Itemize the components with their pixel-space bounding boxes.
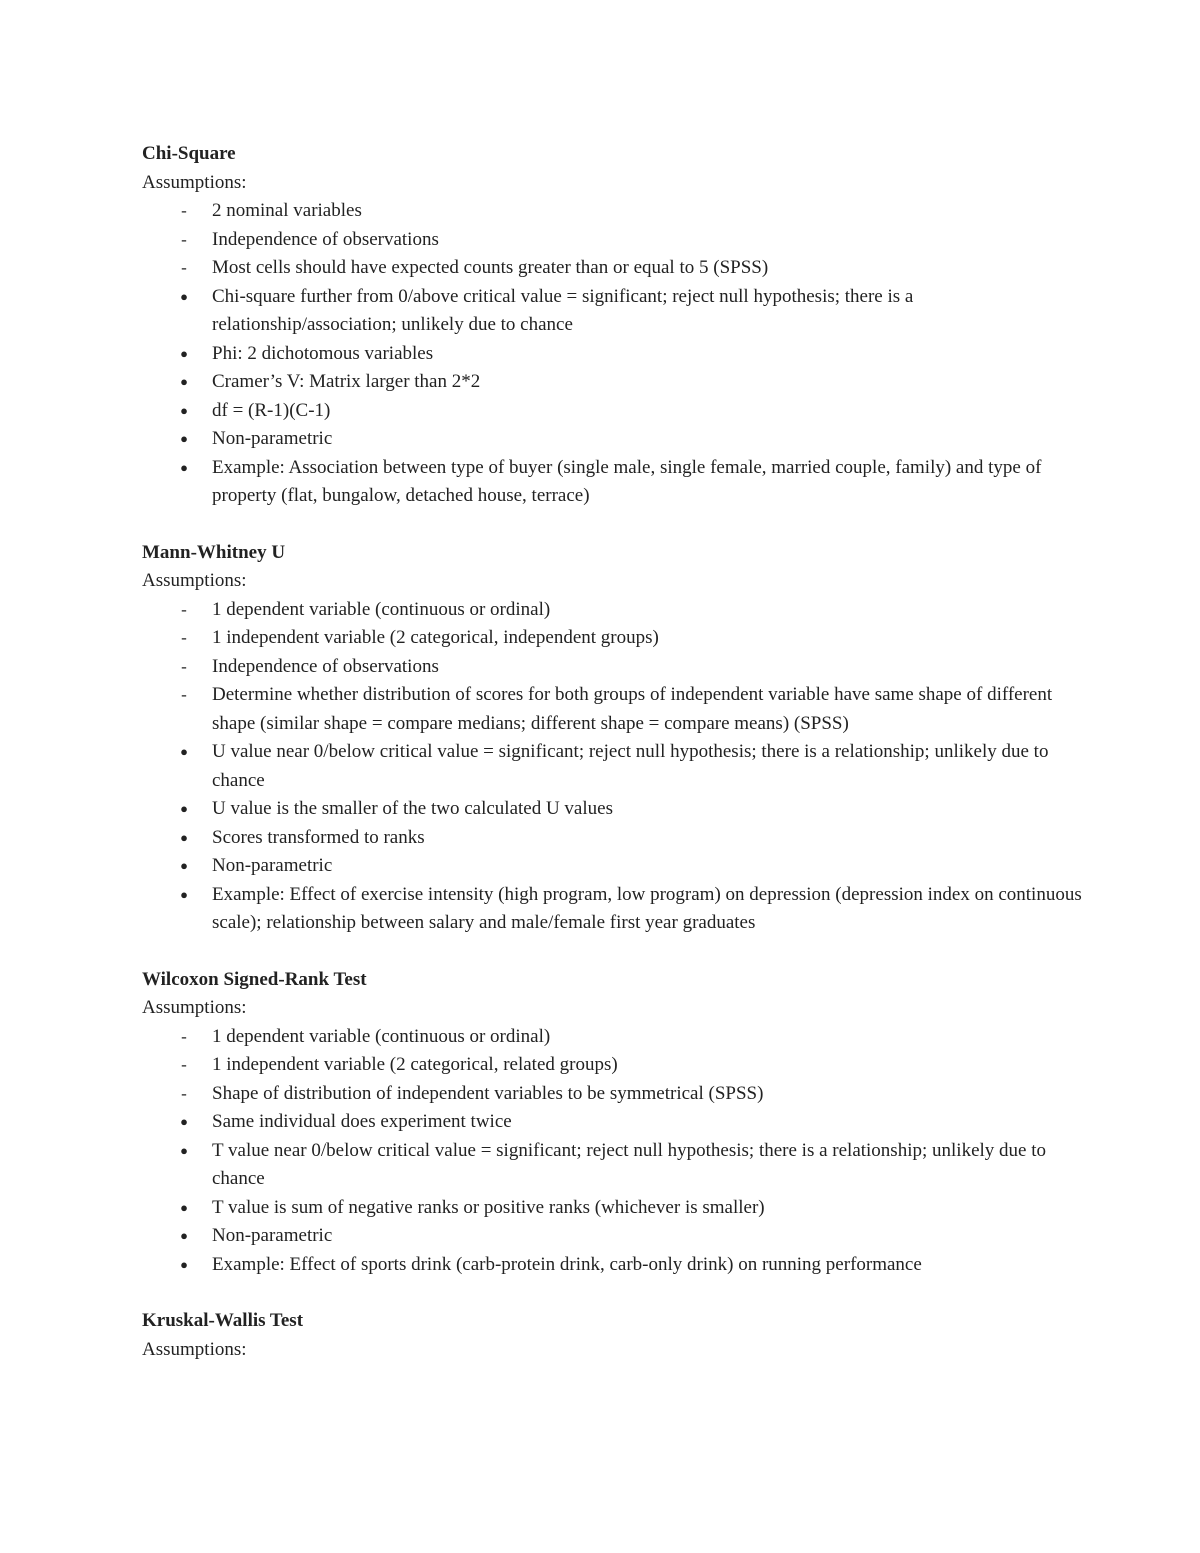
item-list <box>142 1023 1082 1280</box>
item-text: Phi: 2 dichotomous variables <box>212 342 434 364</box>
list-item <box>142 795 1082 824</box>
section-heading: Chi-Square <box>142 143 236 164</box>
item-text: Same individual does experiment twice <box>212 1111 512 1132</box>
item-text: 1 dependent variable (continuous or ordinal) <box>212 1025 551 1047</box>
item-text: Chi-square further from 0/above critical value = significant; reject null hypothesis; there is a relationship/association; unlikely due to chance <box>212 285 914 335</box>
list-item <box>142 1108 1082 1137</box>
dash-marker: - <box>181 229 187 249</box>
dash-marker: - <box>181 685 187 704</box>
bullet-icon: ● <box>180 1256 188 1272</box>
item-text: Independence of observations <box>212 655 439 677</box>
item-text: U value near 0/below critical value = significant; reject null hypothesis; there is a relationship; unlikely due to chance <box>212 741 1049 791</box>
assumptions-label: Assumptions: <box>142 997 247 1018</box>
section-heading: Wilcoxon Signed-Rank Test <box>142 968 367 990</box>
document-page <box>142 140 1082 1392</box>
list-item <box>142 368 1082 397</box>
bullet-icon: ● <box>180 1114 188 1129</box>
list-item <box>142 454 1082 511</box>
item-text: Independence of observations <box>212 228 439 250</box>
item-text: 2 nominal variables <box>212 200 362 221</box>
item-text: Non-parametric <box>212 855 333 876</box>
section-wilcoxon-signed-rank <box>142 966 1082 1280</box>
dash-marker: - <box>181 201 187 220</box>
list-item <box>142 1023 1082 1052</box>
item-text: Example: Association between type of buyer (single male, single female, married couple, family) and type of property (flat, bungalow, detached house, terrace) <box>212 456 1042 506</box>
bullet-icon: ● <box>180 374 188 389</box>
list-item <box>142 1080 1082 1109</box>
list-item <box>142 397 1082 426</box>
item-text: T value is sum of negative ranks or positive ranks (whichever is smaller) <box>212 1196 765 1218</box>
assumptions-label: Assumptions: <box>142 570 247 591</box>
dash-marker: - <box>181 1083 187 1103</box>
bullet-icon: ● <box>180 1228 188 1243</box>
dash-marker: - <box>181 628 187 647</box>
item-text: 1 independent variable (2 categorical, related groups) <box>212 1054 618 1075</box>
bullet-icon: ● <box>180 829 188 845</box>
item-text: U value is the smaller of the two calculated U values <box>212 798 613 819</box>
bullet-icon: ● <box>180 1142 188 1158</box>
list-item <box>142 1051 1082 1080</box>
bullet-icon: ● <box>180 801 188 816</box>
list-item <box>142 653 1082 682</box>
bullet-icon: ● <box>180 459 188 475</box>
list-item <box>142 596 1082 625</box>
list-item <box>142 226 1082 255</box>
item-text: Example: Effect of sports drink (carb-protein drink, carb-only drink) on running performance <box>212 1253 922 1275</box>
bullet-icon: ● <box>180 858 188 873</box>
dash-marker: - <box>181 1026 187 1046</box>
list-item <box>142 197 1082 226</box>
item-text: df = (R-1)(C-1) <box>212 399 331 421</box>
list-item <box>142 738 1082 795</box>
list-item <box>142 824 1082 853</box>
bullet-icon: ● <box>180 744 188 759</box>
list-item <box>142 1251 1082 1280</box>
assumptions-label: Assumptions: <box>142 1338 247 1360</box>
list-item <box>142 1222 1082 1251</box>
section-mann-whitney-u <box>142 539 1082 938</box>
list-item <box>142 340 1082 369</box>
list-item <box>142 1194 1082 1223</box>
item-text: Non-parametric <box>212 428 333 449</box>
item-text: Scores transformed to ranks <box>212 826 425 848</box>
section-chi-square <box>142 140 1082 511</box>
section-heading: Mann-Whitney U <box>142 541 286 563</box>
item-text: T value near 0/below critical value = significant; reject null hypothesis; there is a relationship; unlikely due to chance <box>212 1139 1046 1189</box>
item-list <box>142 197 1082 511</box>
bullet-icon: ● <box>180 402 188 418</box>
list-item <box>142 881 1082 938</box>
list-item <box>142 283 1082 340</box>
bullet-icon: ● <box>180 886 188 902</box>
item-text: 1 independent variable (2 categorical, independent groups) <box>212 627 659 648</box>
item-list <box>142 596 1082 938</box>
section-heading: Kruskal-Wallis Test <box>142 1310 304 1331</box>
assumptions-label: Assumptions: <box>142 171 247 193</box>
list-item <box>142 425 1082 454</box>
bullet-icon: ● <box>180 1199 188 1215</box>
list-item <box>142 1137 1082 1194</box>
item-text: Shape of distribution of independent variables to be symmetrical (SPSS) <box>212 1082 764 1104</box>
dash-marker: - <box>181 599 187 619</box>
list-item <box>142 852 1082 881</box>
bullet-icon: ● <box>180 431 188 446</box>
dash-marker: - <box>181 258 187 277</box>
item-text: 1 dependent variable (continuous or ordinal) <box>212 598 551 620</box>
list-item <box>142 254 1082 283</box>
item-text: Determine whether distribution of scores for both groups of independent variable have same shape of different shape (similar shape = compare medians; different shape = compare means) (SPSS) <box>212 684 1053 734</box>
list-item <box>142 624 1082 653</box>
dash-marker: - <box>181 656 187 676</box>
item-text: Non-parametric <box>212 1225 333 1246</box>
item-text: Example: Effect of exercise intensity (high program, low program) on depression (depression index on continuous scale); relationship between salary and male/female first year graduates <box>212 883 1082 933</box>
bullet-icon: ● <box>180 288 188 304</box>
dash-marker: - <box>181 1055 187 1074</box>
item-text: Cramer’s V: Matrix larger than 2*2 <box>212 371 481 392</box>
list-item <box>142 681 1082 738</box>
item-text: Most cells should have expected counts greater than or equal to 5 (SPSS) <box>212 257 769 278</box>
section-kruskal-wallis <box>142 1307 1082 1364</box>
bullet-icon: ● <box>180 345 188 361</box>
